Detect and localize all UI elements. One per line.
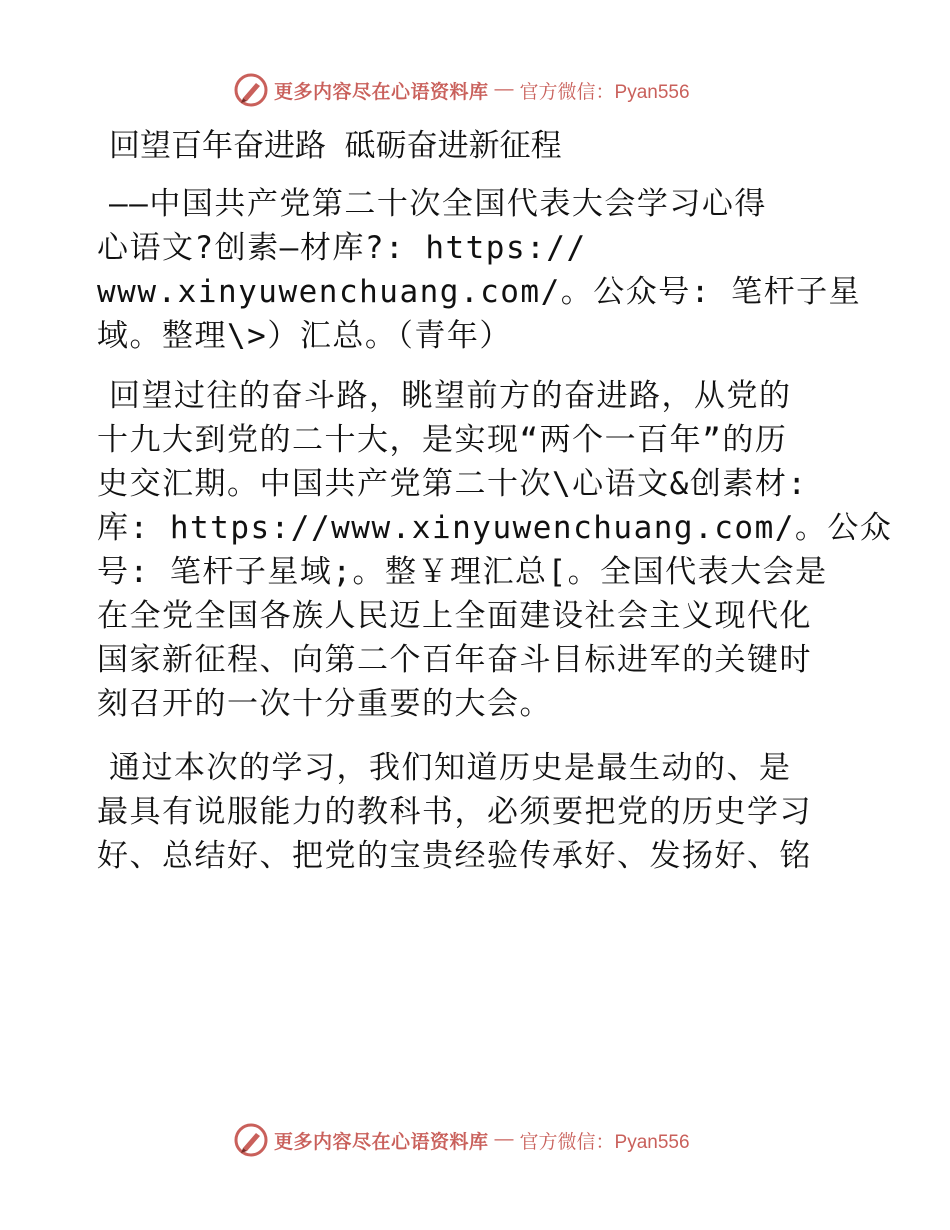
paragraph-line: 通过本次的学习，我们知道历史是最生动的、是 [109, 750, 792, 786]
paragraph-line: 国家新征程、向第二个百年奋斗目标进军的关键时 [97, 642, 812, 678]
subtitle-line: 域。整理\>）汇总。（青年） [97, 318, 512, 354]
document-body [97, 118, 893, 878]
document-title: 回望百年奋进路 砥砺奋进新征程 [109, 128, 562, 164]
paragraph-line: 十九大到党的二十大，是实现“两个一百年”的历 [97, 422, 788, 458]
subtitle-block [97, 182, 862, 358]
footer-banner [234, 1122, 714, 1158]
paragraph-line: 库: https://www.xinyuwenchuang.com/。公众 [97, 510, 893, 546]
paragraph-line: 回望过往的奋斗路，眺望前方的奋进路，从党的 [109, 378, 792, 414]
pen-logo-icon [234, 73, 268, 107]
paragraph-2 [97, 746, 857, 878]
paragraph-line: 好、总结好、把党的宝贵经验传承好、发扬好、铭 [97, 838, 812, 874]
paragraph-line: 在全党全国各族人民迈上全面建设社会主义现代化 [97, 598, 812, 634]
banner-text: 更多内容尽在心语资料库 [274, 80, 489, 103]
subtitle-line: 心语文?创素—材库?: https:// [97, 230, 587, 266]
paragraph-line: 史交汇期。中国共产党第二十次\心语文&创素材: [97, 466, 808, 502]
header-banner [234, 72, 714, 108]
banner-dash: — [494, 1129, 514, 1150]
paragraph-line: 刻召开的一次十分重要的大会。 [97, 686, 552, 722]
banner-text: 更多内容尽在心语资料库 [274, 1130, 489, 1153]
banner-dash: — [494, 79, 514, 100]
banner-wechat: 官方微信：Pyan556 [519, 1131, 690, 1153]
banner-wechat: 官方微信：Pyan556 [519, 81, 690, 103]
pen-logo-icon [234, 1123, 268, 1157]
subtitle-line: ——中国共产党第二十次全国代表大会学习心得 [109, 186, 767, 222]
paragraph-line: 号: 笔杆子星域;。整￥理汇总[。全国代表大会是 [97, 554, 828, 590]
paragraph-line: 最具有说服能力的教科书，必须要把党的历史学习 [97, 794, 812, 830]
subtitle-line: www.xinyuwenchuang.com/。公众号: 笔杆子星 [97, 274, 862, 310]
paragraph-1 [97, 374, 893, 726]
